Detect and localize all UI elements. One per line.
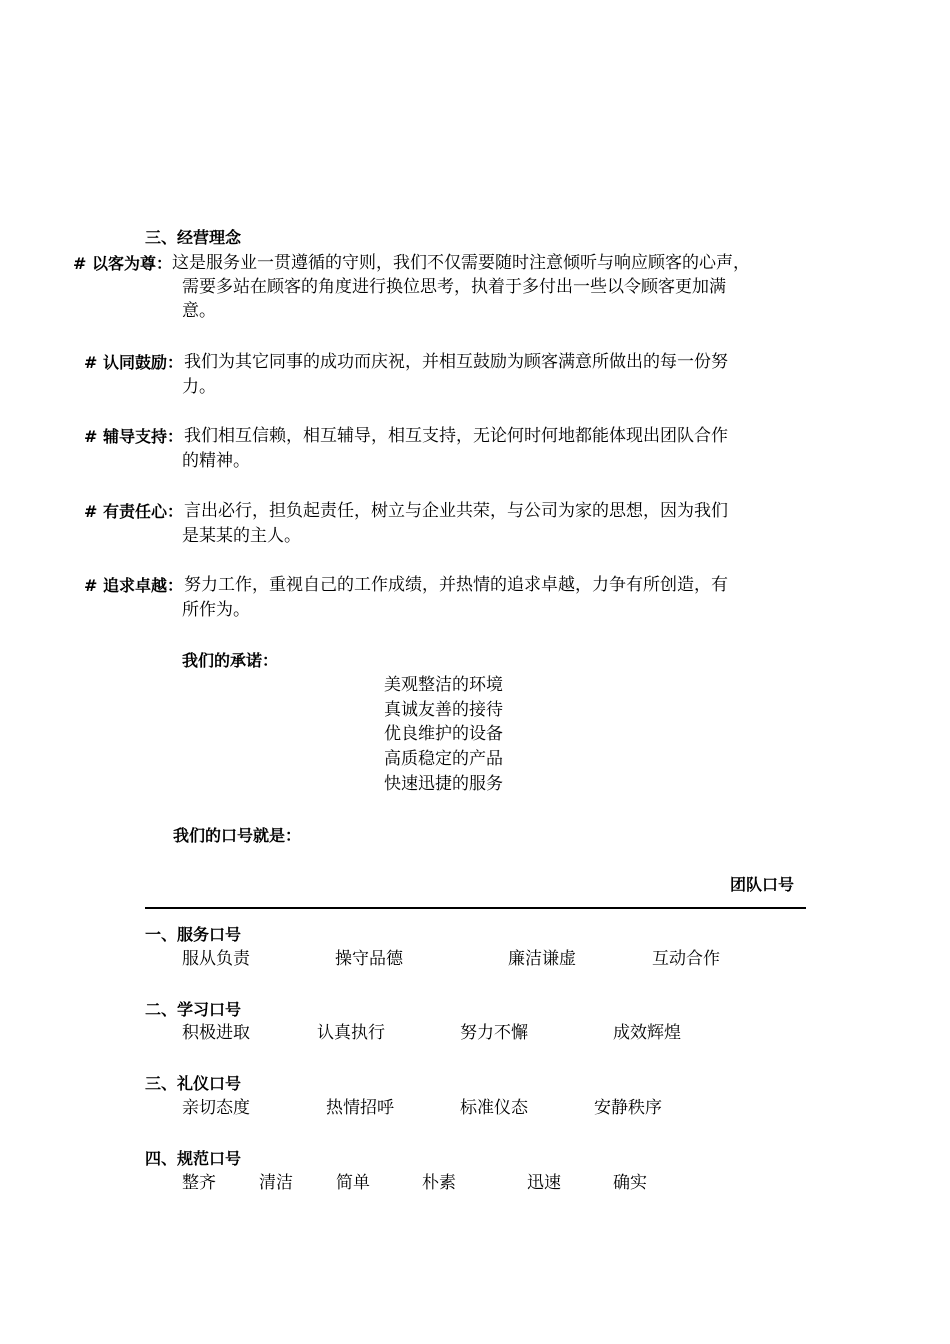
promise-item: 优良维护的设备	[384, 724, 503, 744]
philosophy-text-3-line1: 我们相互信赖，相互辅导，相互支持，无论何时何地都能体现出团队合作	[184, 426, 728, 446]
promise-title: 我们的承诺：	[182, 651, 279, 670]
philosophy-text-5-line1: 努力工作，重视自己的工作成绩，并热情的追求卓越，力争有所创造，有	[184, 575, 728, 595]
philosophy-text-2-line2: 力。	[182, 377, 216, 397]
team-slogan-title: 团队口号	[730, 875, 795, 894]
philosophy-text-1-line2: 需要多站在顾客的角度进行换位思考，执着于多付出一些以令顾客更加满	[182, 277, 726, 297]
slogan-group-title-3: 三、礼仪口号	[145, 1074, 242, 1093]
slogan-item: 确实	[613, 1173, 647, 1193]
philosophy-label-4: # 有责任心：	[84, 502, 183, 521]
slogan-item: 廉洁谦虚	[508, 949, 576, 969]
slogan-item: 标准仪态	[460, 1098, 528, 1118]
slogan-item: 积极进取	[182, 1023, 250, 1043]
promise-item: 高质稳定的产品	[384, 749, 503, 769]
philosophy-text-1-line3: 意。	[182, 301, 216, 321]
slogan-group-title-1: 一、服务口号	[145, 925, 242, 944]
philosophy-text-4-line1: 言出必行，担负起责任，树立与企业共荣，与公司为家的思想，因为我们	[184, 501, 728, 521]
heading-divider	[145, 907, 806, 909]
philosophy-label-2: # 认同鼓励：	[84, 353, 183, 372]
slogan-item: 安静秩序	[594, 1098, 662, 1118]
philosophy-label-5: # 追求卓越：	[84, 576, 183, 595]
slogan-group-title-4: 四、规范口号	[145, 1149, 242, 1168]
section-title: 三、经营理念	[145, 228, 242, 247]
slogan-item: 认真执行	[317, 1023, 385, 1043]
philosophy-label-1: # 以客为尊：	[73, 254, 172, 273]
slogan-item: 努力不懈	[460, 1023, 528, 1043]
philosophy-text-4-line2: 是某某的主人。	[182, 526, 301, 546]
promise-item: 真诚友善的接待	[384, 700, 503, 720]
slogan-item: 清洁	[259, 1173, 293, 1193]
promise-item: 美观整洁的环境	[384, 675, 503, 695]
philosophy-text-5-line2: 所作为。	[182, 600, 250, 620]
slogan-item: 迅速	[527, 1173, 561, 1193]
philosophy-text-1-line1: 这是服务业一贯遵循的守则，我们不仅需要随时注意倾听与响应顾客的心声，	[172, 253, 750, 273]
slogan-item: 互动合作	[652, 949, 720, 969]
philosophy-text-3-line2: 的精神。	[182, 451, 250, 471]
slogan-item: 整齐	[182, 1173, 216, 1193]
philosophy-text-2-line1: 我们为其它同事的成功而庆祝，并相互鼓励为顾客满意所做出的每一份努	[184, 352, 728, 372]
slogan-item: 朴素	[422, 1173, 456, 1193]
slogan-item: 亲切态度	[182, 1098, 250, 1118]
slogan-group-title-2: 二、学习口号	[145, 1000, 242, 1019]
slogan-item: 操守品德	[335, 949, 403, 969]
slogan-item: 热情招呼	[326, 1098, 394, 1118]
slogan-item: 成效辉煌	[613, 1023, 681, 1043]
slogan-intro: 我们的口号就是：	[173, 826, 302, 845]
slogan-item: 服从负责	[182, 949, 250, 969]
promise-item: 快速迅捷的服务	[384, 774, 503, 794]
slogan-item: 简单	[336, 1173, 370, 1193]
philosophy-label-3: # 辅导支持：	[84, 427, 183, 446]
